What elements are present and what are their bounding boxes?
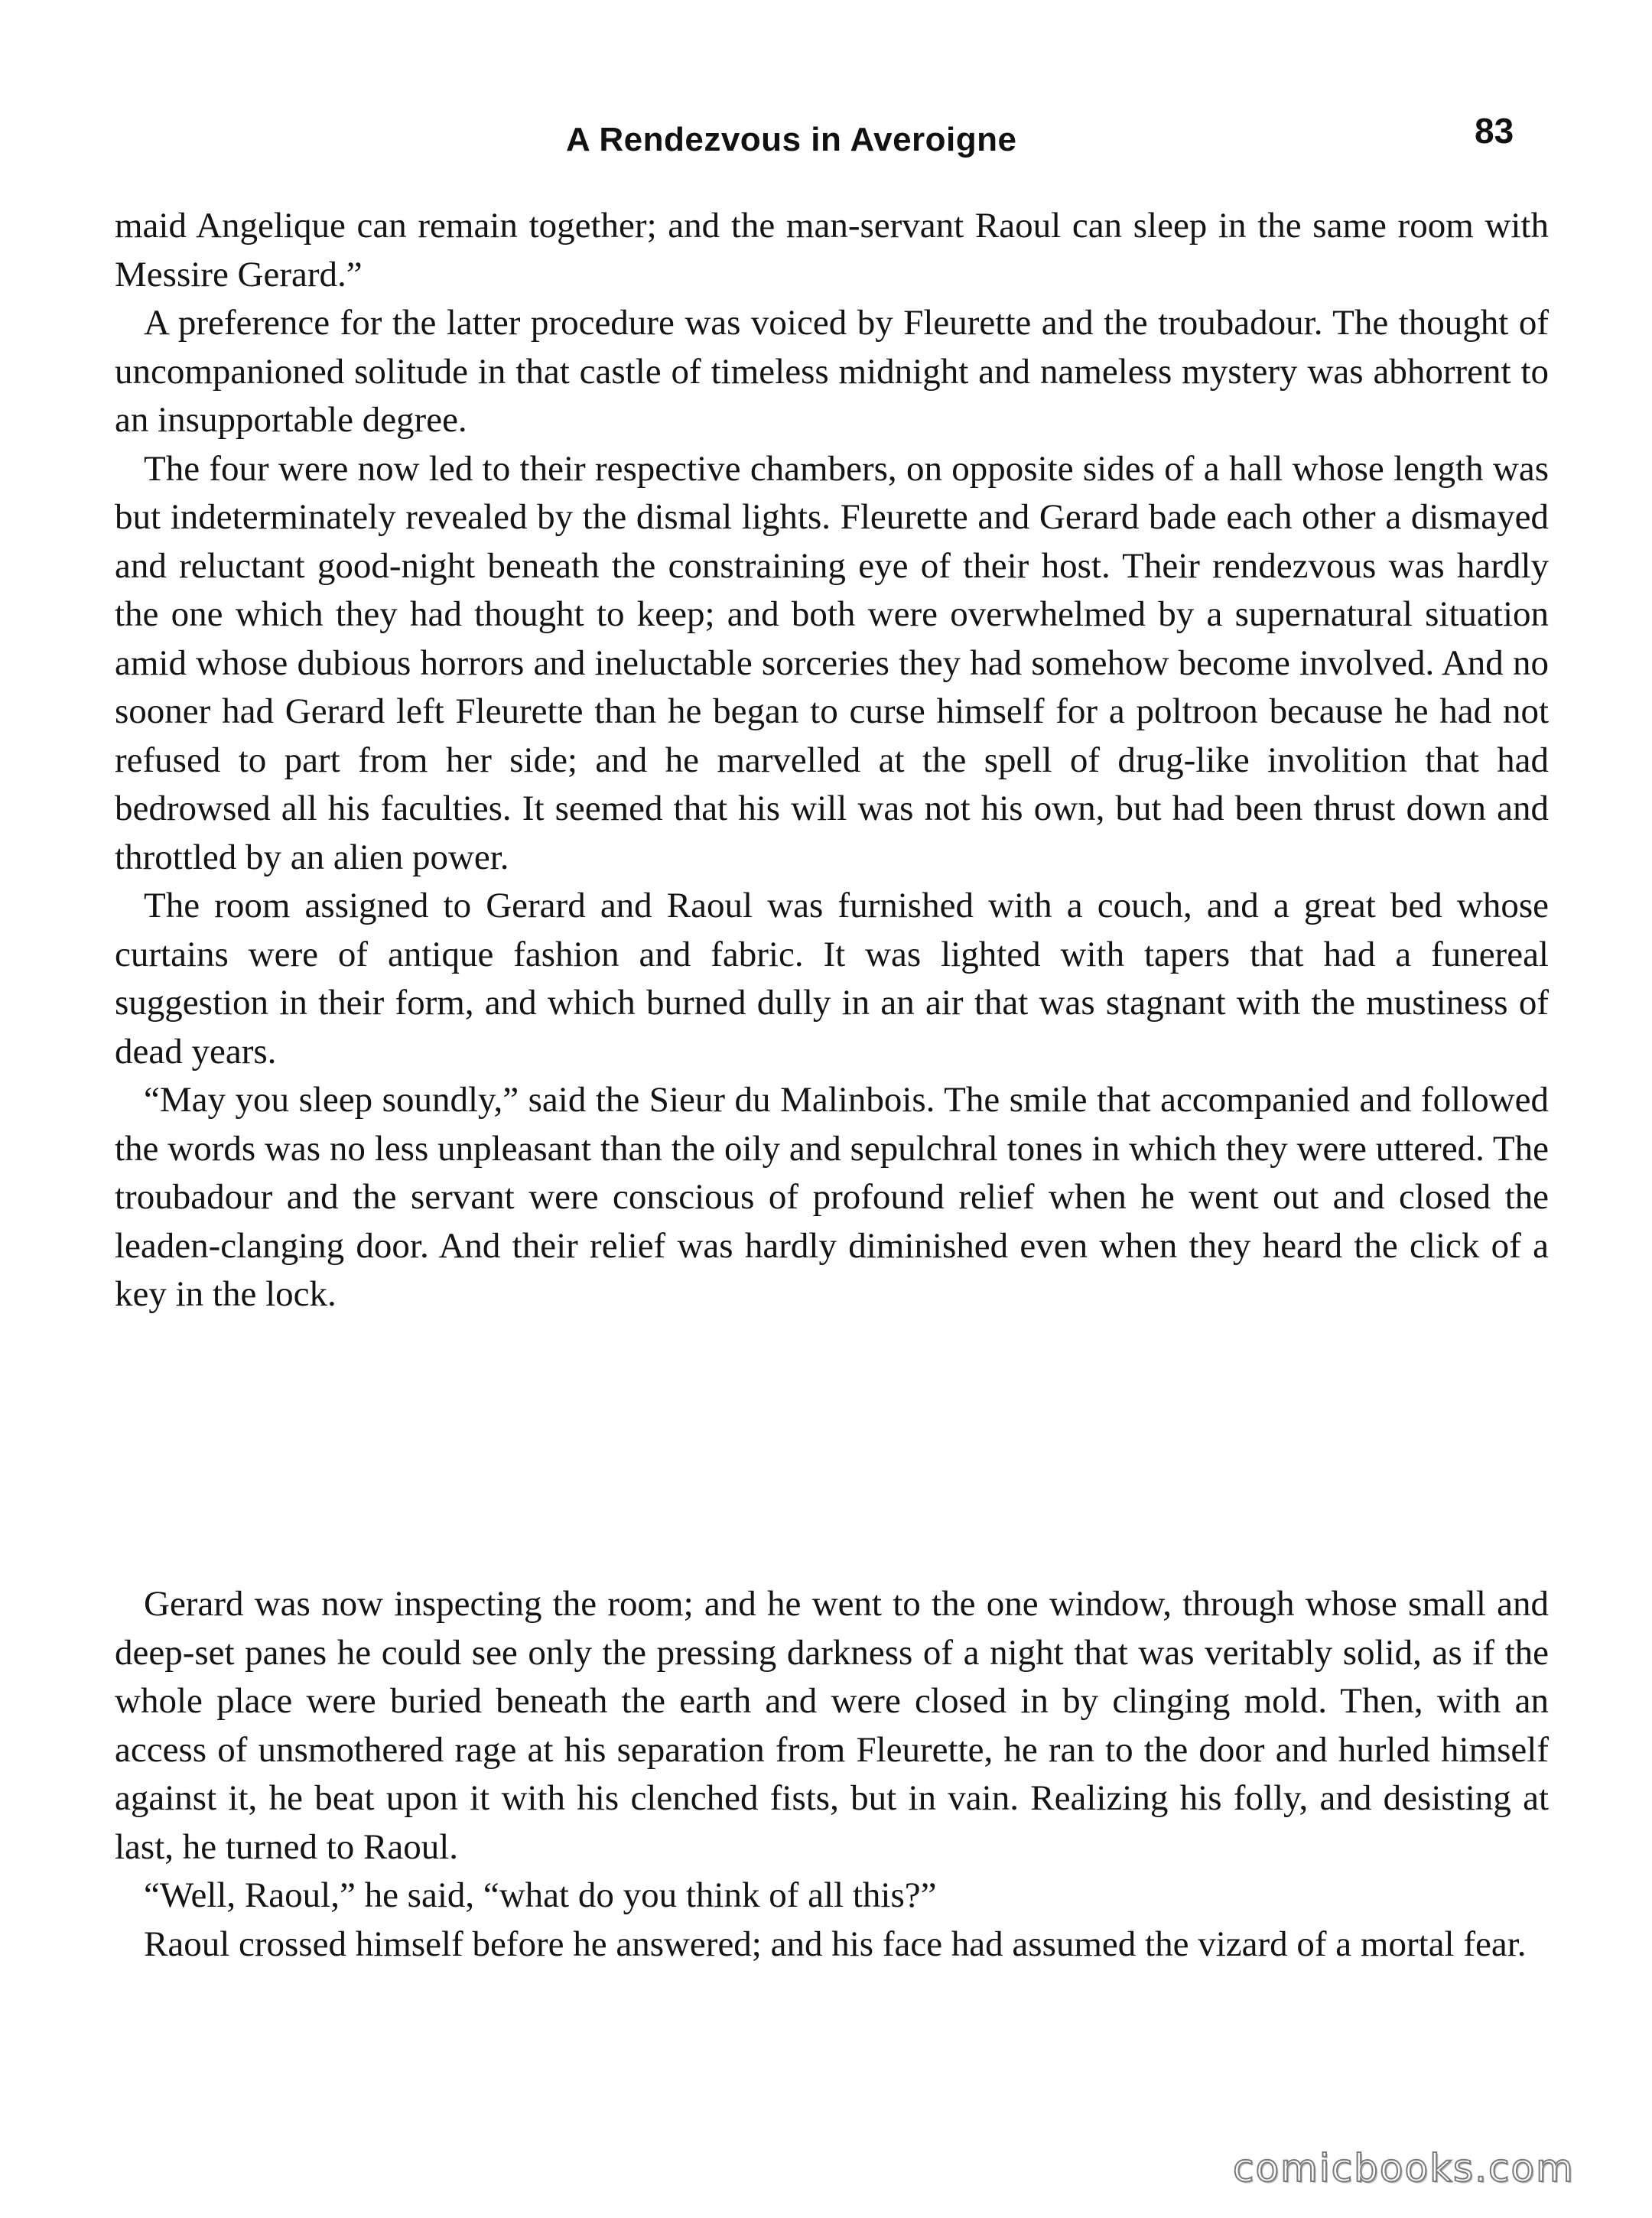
- running-title: A Rendezvous in Averoigne: [566, 121, 1017, 158]
- text-section-2: [115, 1580, 1549, 1969]
- text-section-1: [115, 202, 1549, 1319]
- paragraph: A preference for the latter procedure was voiced by Fleurette and the troubadour. The thought of uncompanioned solitude in that castle of timeless midnight and nameless mystery was abhorrent to an insupportable degree.: [115, 303, 1549, 440]
- watermark: comicbooks.com: [1233, 2146, 1575, 2190]
- page-number: 83: [1475, 111, 1514, 151]
- paragraph: Raoul crossed himself before he answered; and his face had assumed the vizard of a mortal fear.: [144, 1924, 1527, 1964]
- paragraph: Gerard was now inspecting the room; and he went to the one window, through whose small and deep-set panes he could see only the pressing darkness of a night that was veritably solid, as if the whole place were buried beneath the earth and were closed in by clinging mold. Then, with an access of unsmothered rage at his separation from Fleurette, he ran to the door and hurled himself against it, he beat upon it with his clenched fists, but in vain. Realizing his folly, and desisting at last, he turned to Raoul.: [115, 1584, 1549, 1867]
- paragraph: “May you sleep soundly,” said the Sieur du Malinbois. The smile that accompanied and followed the words was no less unpleasant than the oily and sepulchral tones in which they were uttered. The troubadour and the servant were conscious of profound relief when he went out and closed the leaden-clanging door. And their relief was hardly diminished even when they heard the click of a key in the lock.: [115, 1080, 1549, 1314]
- paragraph: maid Angelique can remain together; and the man-servant Raoul can sleep in the same room with Messire Gerard.”: [115, 206, 1549, 294]
- paragraph: “Well, Raoul,” he said, “what do you think of all this?”: [144, 1875, 937, 1915]
- paragraph: The room assigned to Gerard and Raoul was furnished with a couch, and a great bed whose curtains were of antique fashion and fabric. It was lighted with tapers that had a funereal suggestion in their form, and which burned dully in an air that was stagnant with the mustiness of dead years.: [115, 886, 1549, 1072]
- paragraph: The four were now led to their respective chambers, on opposite sides of a hall whose length was but indeterminately revealed by the dismal lights. Fleurette and Gerard bade each other a dismayed and reluctant good-night beneath the constraining eye of their host. Their rendezvous was hardly the one which they had thought to keep; and both were overwhelmed by a supernatural situation amid whose dubious horrors and ineluctable sorceries they had somehow become involved. And no sooner had Gerard left Fleurette than he began to curse himself for a poltroon because he had not refused to part from her side; and he marvelled at the spell of drug-like involition that had bedrowsed all his faculties. It seemed that his will was not his own, but had been thrust down and throttled by an alien power.: [115, 448, 1549, 877]
